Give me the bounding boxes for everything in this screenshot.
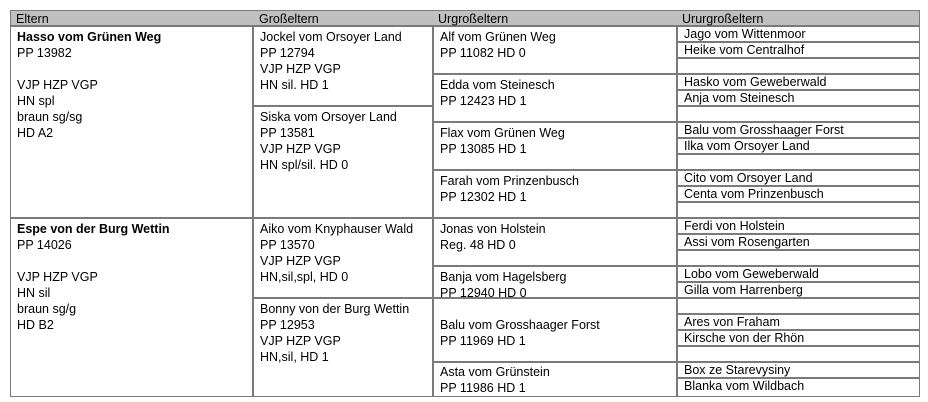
parent-name: Hasso vom Grünen Weg bbox=[17, 30, 162, 44]
great-great-grandparent-cell: Balu vom Grosshaager Forst bbox=[677, 122, 920, 138]
great-grandparent-name: Farah vom Prinzenbusch bbox=[440, 174, 579, 188]
great-grandparent-name: Jonas von Holstein bbox=[440, 222, 546, 236]
great-great-grandparent-cell: Lobo vom Geweberwald bbox=[677, 266, 920, 282]
parent-cell-dam bbox=[10, 218, 253, 397]
grandparent-line: PP 12794 bbox=[260, 46, 315, 60]
great-grandparent-line: PP 11986 HD 1 bbox=[440, 381, 526, 395]
great-grandparent-line: PP 12423 HD 1 bbox=[440, 94, 527, 108]
great-grandparent-line: PP 13085 HD 1 bbox=[440, 142, 527, 156]
great-grandparent-name: Flax vom Grünen Weg bbox=[440, 126, 565, 140]
great-great-grandparent-cell: Assi vom Rosengarten bbox=[677, 234, 920, 250]
great-great-grandparent-cell bbox=[677, 106, 920, 122]
great-great-grandparent-cell: Centa vom Prinzenbusch bbox=[677, 186, 920, 202]
great-great-grandparent-cell: Heike vom Centralhof bbox=[677, 42, 920, 58]
great-great-grandparent-cell: Blanka vom Wildbach bbox=[677, 378, 920, 397]
grandparent-cell bbox=[253, 106, 433, 218]
great-grandparent-cell bbox=[433, 266, 677, 298]
grandparent-name: Siska vom Orsoyer Land bbox=[260, 110, 397, 124]
great-grandparent-name: Balu vom Grosshaager Forst bbox=[440, 318, 600, 332]
great-grandparent-cell bbox=[433, 298, 677, 362]
great-grandparent-cell bbox=[433, 74, 677, 122]
great-great-grandparent-cell bbox=[677, 58, 920, 74]
spacer bbox=[17, 61, 246, 77]
great-grandparent-line: PP 12302 HD 1 bbox=[440, 190, 527, 204]
grandparent-line: VJP HZP VGP bbox=[260, 254, 341, 268]
grandparent-line: VJP HZP VGP bbox=[260, 142, 341, 156]
parent-line: HD B2 bbox=[17, 318, 54, 332]
great-great-grandparent-cell: Ferdi von Holstein bbox=[677, 218, 920, 234]
parent-line: PP 14026 bbox=[17, 238, 72, 252]
great-grandparent-line: PP 11969 HD 1 bbox=[440, 334, 526, 348]
great-grandparent-name: Banja vom Hagelsberg bbox=[440, 270, 567, 284]
header-urgrosseltern: Urgroßeltern bbox=[438, 12, 509, 26]
great-grandparent-cell bbox=[433, 218, 677, 266]
great-great-grandparent-cell bbox=[677, 154, 920, 170]
spacer bbox=[17, 253, 246, 269]
great-grandparent-cell bbox=[433, 362, 677, 397]
parent-cell-sire bbox=[10, 26, 253, 218]
grandparent-line: PP 13581 bbox=[260, 126, 315, 140]
pedigree-table bbox=[10, 10, 920, 397]
great-great-grandparent-cell bbox=[677, 250, 920, 266]
header-grosseltern: Großeltern bbox=[259, 12, 319, 26]
great-great-grandparent-cell: Anja vom Steinesch bbox=[677, 90, 920, 106]
great-great-grandparent-cell: Ares von Fraham bbox=[677, 314, 920, 330]
great-great-grandparent-cell: Box ze Starevysiny bbox=[677, 362, 920, 378]
great-great-grandparent-cell: Jago vom Wittenmoor bbox=[677, 26, 920, 42]
grandparent-cell bbox=[253, 298, 433, 397]
parent-line: HN sil bbox=[17, 286, 51, 300]
header-eltern: Eltern bbox=[16, 12, 49, 26]
parent-line: HD A2 bbox=[17, 126, 54, 140]
great-great-grandparent-cell: Cito vom Orsoyer Land bbox=[677, 170, 920, 186]
grandparent-line: HN,sil,spl, HD 0 bbox=[260, 270, 349, 284]
great-grandparent-line: PP 12940 HD 0 bbox=[440, 286, 527, 298]
grandparent-line: PP 12953 bbox=[260, 318, 315, 332]
great-grandparent-cell bbox=[433, 170, 677, 218]
great-great-grandparent-cell: Hasko vom Geweberwald bbox=[677, 74, 920, 90]
grandparent-line: VJP HZP VGP bbox=[260, 334, 341, 348]
header-ururgrosseltern: Ururgroßeltern bbox=[682, 12, 764, 26]
great-grandparent-cell bbox=[433, 122, 677, 170]
great-great-grandparent-cell: Gilla vom Harrenberg bbox=[677, 282, 920, 298]
grandparent-line: HN,sil, HD 1 bbox=[260, 350, 329, 364]
great-great-grandparent-cell bbox=[677, 202, 920, 218]
grandparent-name: Bonny von der Burg Wettin bbox=[260, 302, 410, 316]
grandparent-line: VJP HZP VGP bbox=[260, 62, 341, 76]
parent-line: braun sg/g bbox=[17, 302, 77, 316]
grandparent-line: HN spl/sil. HD 0 bbox=[260, 158, 349, 172]
great-grandparent-line: PP 11082 HD 0 bbox=[440, 46, 526, 60]
grandparent-name: Aiko vom Knyphauser Wald bbox=[260, 222, 414, 236]
great-grandparent-name: Alf vom Grünen Weg bbox=[440, 30, 556, 44]
grandparent-cell bbox=[253, 218, 433, 298]
table-header bbox=[10, 10, 920, 26]
great-great-grandparent-cell: Ilka vom Orsoyer Land bbox=[677, 138, 920, 154]
parent-line: braun sg/sg bbox=[17, 110, 83, 124]
parent-line: VJP HZP VGP bbox=[17, 270, 98, 284]
grandparent-cell bbox=[253, 26, 433, 106]
parent-name: Espe von der Burg Wettin bbox=[17, 222, 170, 236]
grandparent-name: Jockel vom Orsoyer Land bbox=[260, 30, 402, 44]
parent-line: PP 13982 bbox=[17, 46, 72, 60]
great-great-grandparent-cell bbox=[677, 346, 920, 362]
grandparent-line: HN sil. HD 1 bbox=[260, 78, 329, 92]
great-grandparent-cell bbox=[433, 26, 677, 74]
parent-line: HN spl bbox=[17, 94, 55, 108]
grandparent-line: PP 13570 bbox=[260, 238, 315, 252]
parent-line: VJP HZP VGP bbox=[17, 78, 98, 92]
great-great-grandparent-cell: Kirsche von der Rhön bbox=[677, 330, 920, 346]
great-grandparent-name: Edda vom Steinesch bbox=[440, 78, 555, 92]
great-grandparent-name: Asta vom Grünstein bbox=[440, 365, 550, 379]
great-grandparent-line: Reg. 48 HD 0 bbox=[440, 238, 516, 252]
great-great-grandparent-cell bbox=[677, 298, 920, 314]
